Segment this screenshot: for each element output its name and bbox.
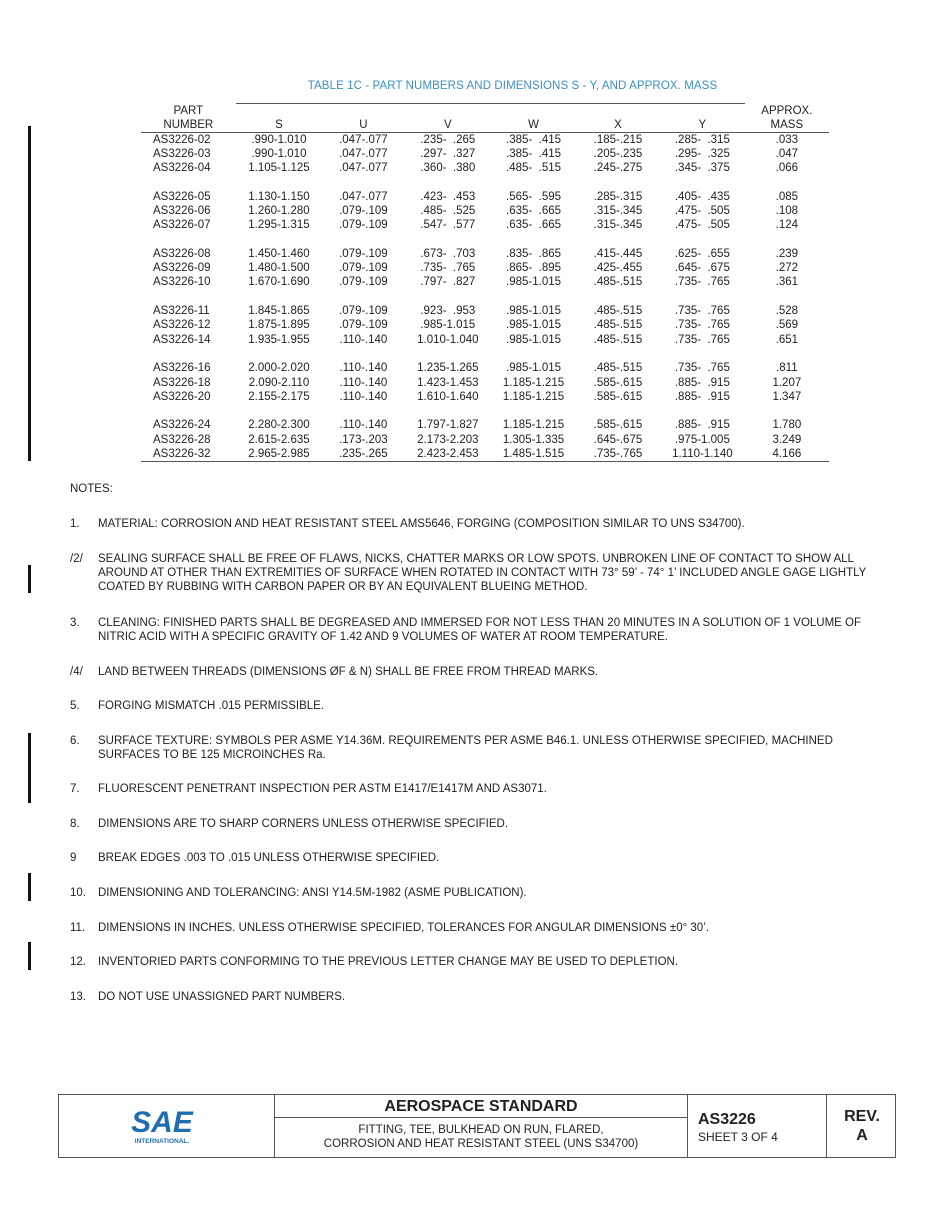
sheet-number: SHEET 3 OF 4 [698, 1130, 778, 1144]
cell-w: .865- .895 [506, 262, 561, 275]
cell-s: 1.295-1.315 [248, 219, 310, 232]
note-number: 9 [70, 852, 77, 864]
cell-u: .047-.077 [339, 147, 388, 160]
cell-x: .585-.615 [593, 376, 643, 389]
note-item [70, 851, 880, 865]
cell-v: .923- .953 [420, 305, 476, 318]
cell-part-number: AS3226-10 [153, 276, 211, 289]
table-row [141, 261, 829, 275]
title-cell [275, 1095, 688, 1157]
note-item [70, 517, 880, 531]
cell-x: .585-.615 [593, 390, 643, 403]
note-item [70, 699, 880, 713]
docnum-cell [688, 1095, 827, 1157]
revision-bar [28, 942, 31, 970]
table-row [141, 304, 829, 318]
table-row [141, 376, 829, 390]
note-number: 13. [70, 991, 86, 1003]
cell-w: .385- .415 [506, 147, 561, 160]
cell-mass: .033 [775, 133, 799, 146]
cell-part-number: AS3226-03 [153, 147, 211, 160]
cell-part-number: AS3226-05 [153, 190, 211, 203]
cell-part-number: AS3226-16 [153, 362, 211, 375]
cell-w: .565- .595 [506, 190, 561, 203]
sae-logo-subtext: INTERNATIONAL. [134, 1138, 190, 1145]
note-text: FLUORESCENT PENETRANT INSPECTION PER ASTM E1417/E1417M AND AS3071. [98, 783, 547, 795]
title-block [58, 1094, 896, 1158]
cell-u: .079-.109 [339, 262, 388, 275]
note-item [70, 886, 880, 900]
sae-logo-text: SAE [131, 1106, 193, 1139]
cell-w: .835- .865 [506, 247, 561, 260]
table-row [141, 161, 829, 175]
cell-u: .047-.077 [339, 162, 388, 175]
cell-s: 1.935-1.955 [248, 333, 310, 346]
cell-u: .079-.109 [339, 247, 388, 260]
cell-y: .885- .915 [674, 376, 730, 389]
cell-y: .475- .505 [674, 204, 730, 217]
note-number: 7. [70, 783, 80, 795]
cell-w: .635- .665 [506, 219, 561, 232]
col-header-v: V [405, 118, 492, 133]
cell-s: 1.845-1.865 [248, 305, 310, 318]
standard-heading: AEROSPACE STANDARD [275, 1095, 687, 1118]
cell-mass: .047 [775, 147, 799, 160]
cell-part-number: AS3226-24 [153, 419, 211, 432]
cell-mass: 1.347 [772, 390, 802, 403]
cell-y: .405- .435 [674, 190, 730, 203]
cell-v: 1.610-1.640 [417, 390, 479, 403]
cell-s: 1.875-1.895 [248, 319, 310, 332]
cell-s: 2.615-2.635 [248, 433, 310, 446]
table-row [141, 247, 829, 261]
note-text: SEALING SURFACE SHALL BE FREE OF FLAWS, NICKS, CHATTER MARKS OR LOW SPOTS. UNBROKEN LINE OF CONTACT TO SHOW ALL AROUND AT OTHER THAN EXTREMITIES OF SURFACE WHEN ROTATED IN CONTACT WITH 73° 59’ - 74° 1’ INCLUDED ANGLE GAGE LIGHTLY COATED BY RUBBING WITH CARBON PAPER OR BY AN EQUIVALENT BLUEING METHOD. [98, 553, 867, 593]
table-row [141, 390, 829, 404]
cell-v: .423- .453 [420, 190, 476, 203]
table-row [141, 447, 829, 462]
note-item [70, 665, 880, 679]
dimensions-table [141, 103, 829, 462]
revision-bar [28, 565, 31, 593]
note-number: 6. [70, 735, 80, 747]
cell-v: .985-1.015 [420, 319, 476, 332]
note-item [70, 782, 880, 796]
col-header-w: W [491, 118, 576, 133]
table-row [141, 318, 829, 332]
cell-u: .110-.140 [339, 333, 388, 346]
cell-s: 2.280-2.300 [248, 419, 310, 432]
cell-part-number: AS3226-08 [153, 247, 211, 260]
cell-y: .735- .765 [674, 362, 730, 375]
document-subtitle [275, 1123, 687, 1151]
cell-y: .345- .375 [674, 162, 730, 175]
cell-w: .985-1.015 [506, 276, 562, 289]
cell-s: .990-1.010 [251, 147, 307, 160]
note-item [70, 734, 880, 762]
cell-s: 2.090-2.110 [248, 376, 310, 389]
table-row [141, 433, 829, 447]
cell-u: .235-.265 [322, 447, 404, 462]
col-header-mass: MASS [745, 118, 829, 133]
cell-mass: 1.780 [772, 419, 802, 432]
col-header-s: S [236, 118, 323, 133]
cell-y: .475- .505 [674, 219, 730, 232]
cell-x: .485-.515 [593, 319, 643, 332]
cell-part-number: AS3226-02 [153, 133, 211, 146]
note-text: LAND BETWEEN THREADS (DIMENSIONS ØF & N) SHALL BE FREE FROM THREAD MARKS. [98, 666, 599, 678]
cell-part-number: AS3226-14 [153, 333, 211, 346]
note-item [70, 817, 880, 831]
cell-w: .485- .515 [506, 162, 561, 175]
sae-logo-icon [127, 1105, 197, 1149]
col-header-approx: APPROX. [761, 104, 813, 117]
cell-mass: .085 [775, 190, 799, 203]
cell-w: .385- .415 [506, 133, 561, 146]
note-number: 1. [70, 518, 80, 530]
cell-s: 1.670-1.690 [248, 276, 310, 289]
cell-part-number: AS3226-06 [153, 204, 211, 217]
note-text: BREAK EDGES .003 TO .015 UNLESS OTHERWISE SPECIFIED. [98, 852, 440, 864]
cell-mass: .569 [775, 319, 799, 332]
cell-u: .110-.140 [339, 362, 388, 375]
cell-mass: .651 [775, 333, 799, 346]
cell-y: .625- .655 [674, 247, 730, 260]
cell-s: 1.105-1.125 [248, 162, 310, 175]
cell-x: .415-.445 [593, 247, 643, 260]
cell-u: .079-.109 [339, 276, 388, 289]
rev-label-text: REV. [844, 1108, 880, 1125]
cell-x: .645-.675 [593, 433, 643, 446]
cell-v: 2.173-2.203 [417, 433, 479, 446]
cell-v: .797- .827 [420, 276, 476, 289]
cell-x: .315-.345 [593, 204, 643, 217]
cell-s: 2.000-2.020 [248, 362, 310, 375]
table-row [141, 361, 829, 375]
note-number: 8. [70, 818, 80, 830]
cell-u: .079-.109 [339, 219, 388, 232]
cell-v: .673- .703 [420, 247, 476, 260]
cell-y: .645- .675 [674, 262, 730, 275]
cell-part-number: AS3226-12 [153, 319, 211, 332]
cell-y: 1.110-1.140 [660, 447, 745, 462]
note-text: DIMENSIONS IN INCHES. UNLESS OTHERWISE SPECIFIED, TOLERANCES FOR ANGULAR DIMENSIONS ±0° 30’. [98, 922, 709, 934]
cell-v: 1.423-1.453 [417, 376, 479, 389]
cell-x: .315-.345 [593, 219, 643, 232]
col-header-x: X [576, 118, 660, 133]
cell-part-number: AS3226-09 [153, 262, 211, 275]
note-number: /4/ [70, 666, 83, 678]
cell-mass: 3.249 [772, 433, 802, 446]
cell-mass: 4.166 [745, 447, 829, 462]
cell-y: .885- .915 [674, 390, 730, 403]
note-item [70, 955, 880, 969]
table-row [141, 275, 829, 289]
cell-y: .735- .765 [674, 319, 730, 332]
cell-mass: .239 [775, 247, 799, 260]
cell-x: .485-.515 [593, 305, 643, 318]
cell-v: 1.235-1.265 [417, 362, 479, 375]
table-row [141, 418, 829, 432]
cell-w: .985-1.015 [506, 305, 562, 318]
cell-part-number: AS3226-07 [153, 219, 211, 232]
note-text: MATERIAL: CORROSION AND HEAT RESISTANT STEEL AMS5646, FORGING (COMPOSITION SIMILAR TO UNS S34700). [98, 518, 745, 530]
cell-y: .735- .765 [674, 333, 730, 346]
note-item [70, 552, 880, 594]
revision-bar [28, 126, 31, 461]
table-row [141, 333, 829, 347]
cell-part-number: AS3226-32 [141, 447, 236, 462]
cell-v: 1.797-1.827 [417, 419, 479, 432]
cell-w: 1.305-1.335 [502, 433, 565, 446]
cell-u: .079-.109 [339, 319, 388, 332]
cell-w: 1.185-1.215 [502, 376, 565, 389]
cell-y: .735- .765 [674, 276, 730, 289]
note-text: DIMENSIONS ARE TO SHARP CORNERS UNLESS OTHERWISE SPECIFIED. [98, 818, 509, 830]
note-text: CLEANING: FINISHED PARTS SHALL BE DEGREASED AND IMMERSED FOR NOT LESS THAN 20 MINUTES IN A SOLUTION OF 1 VOLUME OF NITRIC ACID WITH A SPECIFIC GRAVITY OF 1.42 AND 9 VOLUMES OF WATER AT ROOM TEMPERATURE. [98, 617, 861, 643]
revision-cell [827, 1095, 897, 1157]
cell-w: 1.185-1.215 [502, 419, 565, 432]
rev-value-text: A [856, 1127, 868, 1144]
cell-x: .735-.765 [576, 447, 660, 462]
cell-part-number: AS3226-04 [153, 162, 211, 175]
cell-part-number: AS3226-20 [153, 390, 211, 403]
cell-x: .245-.275 [593, 162, 643, 175]
table-row [141, 204, 829, 218]
cell-u: .110-.140 [339, 390, 388, 403]
note-text: INVENTORIED PARTS CONFORMING TO THE PREVIOUS LETTER CHANGE MAY BE USED TO DEPLETION. [98, 956, 679, 968]
cell-part-number: AS3226-18 [153, 376, 211, 389]
cell-x: .485-.515 [593, 333, 643, 346]
cell-w: .985-1.015 [506, 333, 562, 346]
cell-y: .885- .915 [674, 419, 730, 432]
note-item [70, 921, 880, 935]
cell-v: 1.010-1.040 [417, 333, 479, 346]
note-number: 12. [70, 956, 86, 968]
cell-w: .985-1.015 [506, 319, 562, 332]
col-header-part-number: NUMBER [141, 118, 236, 133]
cell-x: .585-.615 [593, 419, 643, 432]
cell-v: .735- .765 [420, 262, 476, 275]
cell-u: .110-.140 [339, 376, 388, 389]
cell-u: .047-.077 [339, 133, 388, 146]
revision-bar [28, 733, 31, 803]
col-header-u: U [322, 118, 404, 133]
cell-u: .079-.109 [339, 204, 388, 217]
notes-heading: NOTES: [70, 483, 113, 495]
cell-x: .485-.515 [593, 362, 643, 375]
table-title: TABLE 1C - PART NUMBERS AND DIMENSIONS S - Y, AND APPROX. MASS [307, 80, 718, 92]
document-number: AS3226 [698, 1111, 756, 1128]
cell-s: .990-1.010 [251, 133, 307, 146]
revision-bar [28, 873, 31, 901]
subtitle-line-1: FITTING, TEE, BULKHEAD ON RUN, FLARED, [358, 1124, 604, 1136]
cell-w: .635- .665 [506, 204, 561, 217]
cell-u: .110-.140 [339, 419, 388, 432]
note-text: DIMENSIONING AND TOLERANCING: ANSI Y14.5M-1982 (ASME PUBLICATION). [98, 887, 527, 899]
cell-x: .205-.235 [593, 147, 643, 160]
cell-v: .235- .265 [420, 133, 476, 146]
logo-cell [59, 1095, 275, 1157]
cell-u: .173-.203 [339, 433, 388, 446]
col-header-y: Y [660, 118, 745, 133]
cell-s: 2.155-2.175 [248, 390, 310, 403]
note-number: /2/ [70, 553, 83, 565]
note-number: 5. [70, 700, 80, 712]
col-header-part: PART [173, 104, 204, 117]
cell-v: .547- .577 [420, 219, 476, 232]
cell-u: .047-.077 [339, 190, 388, 203]
cell-s: 2.965-2.985 [236, 447, 323, 462]
note-item [70, 990, 880, 1004]
note-text: SURFACE TEXTURE: SYMBOLS PER ASME Y14.36M. REQUIREMENTS PER ASME B46.1. UNLESS OTHERWISE SPECIFIED, MACHINED SURFACES TO BE 125 MICROINCHES Ra. [98, 735, 833, 761]
cell-w: .985-1.015 [506, 362, 562, 375]
cell-w: 1.185-1.215 [502, 390, 565, 403]
cell-w: 1.485-1.515 [491, 447, 576, 462]
cell-part-number: AS3226-11 [153, 305, 210, 318]
cell-mass: .066 [775, 162, 799, 175]
note-number: 3. [70, 617, 80, 629]
cell-y: .735- .765 [674, 305, 730, 318]
table-row [141, 132, 829, 147]
note-item [70, 616, 880, 644]
table-row [141, 218, 829, 232]
cell-s: 1.480-1.500 [248, 262, 310, 275]
cell-v: .297- .327 [420, 147, 476, 160]
cell-v: 2.423-2.453 [405, 447, 492, 462]
cell-y: .295- .325 [674, 147, 730, 160]
cell-part-number: AS3226-28 [153, 433, 211, 446]
note-text: DO NOT USE UNASSIGNED PART NUMBERS. [98, 991, 346, 1003]
cell-x: .285-.315 [593, 190, 643, 203]
note-text: FORGING MISMATCH .015 PERMISSIBLE. [98, 700, 324, 712]
table-row [141, 190, 829, 204]
cell-v: .360- .380 [420, 162, 476, 175]
cell-mass: .528 [775, 305, 799, 318]
cell-x: .485-.515 [593, 276, 643, 289]
cell-mass: 1.207 [772, 376, 802, 389]
cell-x: .185-.215 [593, 133, 643, 146]
cell-y: .975-1.005 [674, 433, 730, 446]
table-row [141, 147, 829, 161]
cell-mass: .108 [775, 204, 799, 217]
note-number: 10. [70, 887, 86, 899]
cell-mass: .811 [776, 362, 798, 375]
cell-mass: .361 [775, 276, 799, 289]
cell-v: .485- .525 [420, 204, 476, 217]
cell-x: .425-.455 [593, 262, 643, 275]
cell-mass: .124 [775, 219, 799, 232]
note-number: 11. [70, 922, 86, 934]
cell-s: 1.450-1.460 [248, 247, 310, 260]
cell-s: 1.260-1.280 [248, 204, 310, 217]
subtitle-line-2: CORROSION AND HEAT RESISTANT STEEL (UNS S34700) [323, 1138, 639, 1150]
cell-mass: .272 [775, 262, 799, 275]
cell-y: .285- .315 [674, 133, 730, 146]
revision-label [827, 1107, 897, 1145]
cell-u: .079-.109 [339, 305, 388, 318]
cell-s: 1.130-1.150 [248, 190, 310, 203]
